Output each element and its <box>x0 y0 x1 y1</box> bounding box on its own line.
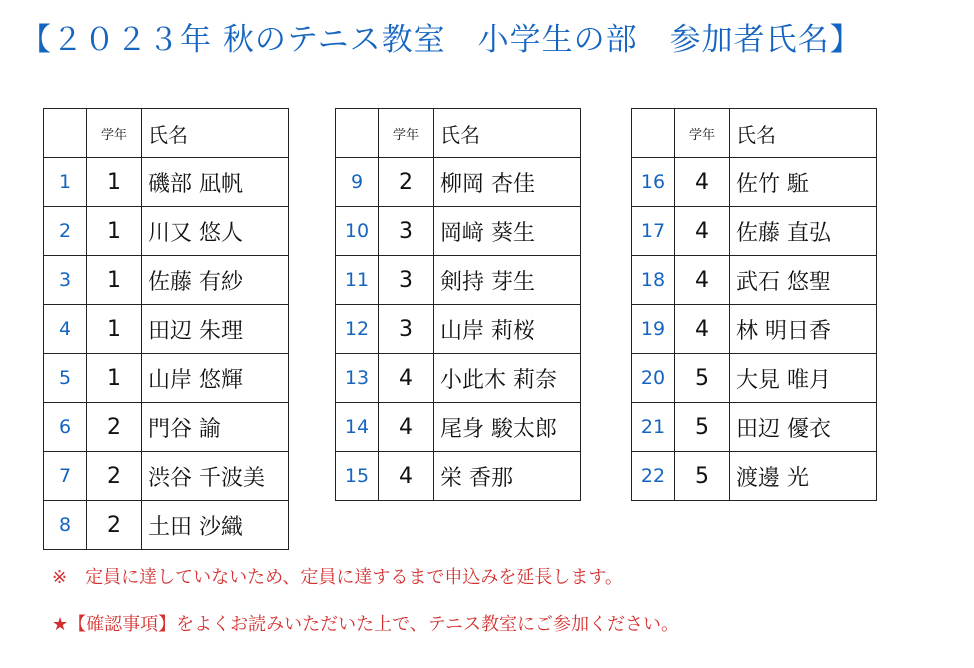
row-number: 19 <box>632 305 675 354</box>
table-row <box>336 207 581 256</box>
table-row <box>44 256 289 305</box>
table-row <box>632 305 877 354</box>
row-number: 4 <box>44 305 87 354</box>
table-row <box>632 256 877 305</box>
header-name: 氏名 <box>730 109 877 158</box>
name-cell: 山岸 悠輝 <box>142 354 289 403</box>
grade-cell: 4 <box>675 158 730 207</box>
name-cell: 岡﨑 葵生 <box>434 207 581 256</box>
table-row <box>44 452 289 501</box>
header-grade: 学年 <box>379 109 434 158</box>
row-number: 18 <box>632 256 675 305</box>
header-blank-cell <box>632 109 675 158</box>
name-cell: 大見 唯月 <box>730 354 877 403</box>
grade-cell: 2 <box>87 501 142 550</box>
name-cell: 尾身 駿太郎 <box>434 403 581 452</box>
table-row <box>632 354 877 403</box>
row-number: 14 <box>336 403 379 452</box>
header-name: 氏名 <box>434 109 581 158</box>
name-cell: 佐藤 直弘 <box>730 207 877 256</box>
row-number: 9 <box>336 158 379 207</box>
grade-cell: 4 <box>379 403 434 452</box>
note-confirmation: ★【確認事項】をよくお読みいただいた上で、テニス教室にご参加ください。 <box>52 614 680 635</box>
row-number: 6 <box>44 403 87 452</box>
grade-cell: 1 <box>87 256 142 305</box>
name-cell: 磯部 凪帆 <box>142 158 289 207</box>
name-cell: 柳岡 杏佳 <box>434 158 581 207</box>
row-number: 16 <box>632 158 675 207</box>
name-cell: 剣持 芽生 <box>434 256 581 305</box>
name-cell: 川又 悠人 <box>142 207 289 256</box>
row-number: 17 <box>632 207 675 256</box>
row-number: 15 <box>336 452 379 501</box>
name-cell: 林 明日香 <box>730 305 877 354</box>
table-row <box>44 158 289 207</box>
table-row <box>44 207 289 256</box>
name-cell: 門谷 諭 <box>142 403 289 452</box>
grade-cell: 1 <box>87 207 142 256</box>
table-header-row <box>44 109 289 158</box>
table-row <box>632 452 877 501</box>
table-row <box>336 354 581 403</box>
table-row <box>632 207 877 256</box>
table-row <box>336 305 581 354</box>
grade-cell: 4 <box>675 256 730 305</box>
grade-cell: 4 <box>675 207 730 256</box>
grade-cell: 1 <box>87 354 142 403</box>
header-grade: 学年 <box>87 109 142 158</box>
name-cell: 渋谷 千波美 <box>142 452 289 501</box>
table-row <box>336 158 581 207</box>
table-row <box>44 305 289 354</box>
name-cell: 田辺 優衣 <box>730 403 877 452</box>
row-number: 7 <box>44 452 87 501</box>
row-number: 21 <box>632 403 675 452</box>
table-header-row <box>632 109 877 158</box>
row-number: 12 <box>336 305 379 354</box>
name-cell: 小此木 莉奈 <box>434 354 581 403</box>
participant-table-2 <box>335 108 581 501</box>
grade-cell: 2 <box>87 403 142 452</box>
grade-cell: 4 <box>379 452 434 501</box>
row-number: 1 <box>44 158 87 207</box>
participant-table-3 <box>631 108 877 501</box>
row-number: 5 <box>44 354 87 403</box>
grade-cell: 5 <box>675 403 730 452</box>
table-row <box>336 256 581 305</box>
row-number: 3 <box>44 256 87 305</box>
row-number: 2 <box>44 207 87 256</box>
grade-cell: 1 <box>87 158 142 207</box>
name-cell: 佐竹 駈 <box>730 158 877 207</box>
grade-cell: 4 <box>379 354 434 403</box>
table-row <box>336 403 581 452</box>
table-header-row <box>336 109 581 158</box>
header-blank-cell <box>336 109 379 158</box>
row-number: 20 <box>632 354 675 403</box>
table-row <box>632 158 877 207</box>
page-title: 【２０２３年 秋のテニス教室 小学生の部 参加者氏名】 <box>20 22 862 58</box>
row-number: 11 <box>336 256 379 305</box>
row-number: 13 <box>336 354 379 403</box>
table-row <box>632 403 877 452</box>
grade-cell: 5 <box>675 452 730 501</box>
row-number: 22 <box>632 452 675 501</box>
table-row <box>336 452 581 501</box>
grade-cell: 3 <box>379 256 434 305</box>
name-cell: 土田 沙織 <box>142 501 289 550</box>
grade-cell: 2 <box>379 158 434 207</box>
header-grade: 学年 <box>675 109 730 158</box>
header-name: 氏名 <box>142 109 289 158</box>
grade-cell: 5 <box>675 354 730 403</box>
name-cell: 栄 香那 <box>434 452 581 501</box>
grade-cell: 1 <box>87 305 142 354</box>
grade-cell: 2 <box>87 452 142 501</box>
participant-table-1 <box>43 108 289 550</box>
table-row <box>44 501 289 550</box>
grade-cell: 3 <box>379 305 434 354</box>
table-row <box>44 354 289 403</box>
row-number: 8 <box>44 501 87 550</box>
table-row <box>44 403 289 452</box>
note-extension: ※ 定員に達していないため、定員に達するまで申込みを延長します。 <box>52 567 623 588</box>
name-cell: 佐藤 有紗 <box>142 256 289 305</box>
row-number: 10 <box>336 207 379 256</box>
header-blank-cell <box>44 109 87 158</box>
name-cell: 山岸 莉桜 <box>434 305 581 354</box>
grade-cell: 4 <box>675 305 730 354</box>
name-cell: 渡邊 光 <box>730 452 877 501</box>
name-cell: 田辺 朱理 <box>142 305 289 354</box>
grade-cell: 3 <box>379 207 434 256</box>
name-cell: 武石 悠聖 <box>730 256 877 305</box>
